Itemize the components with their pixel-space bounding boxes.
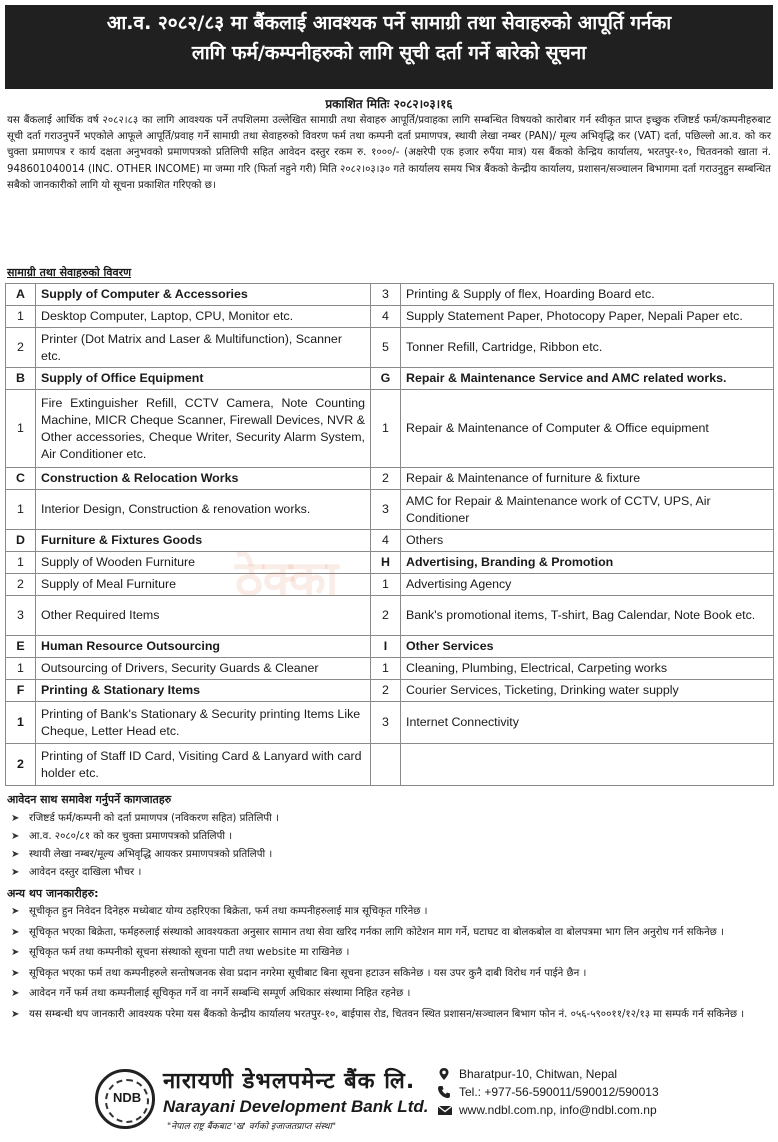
item-text: Repair & Maintenance of furniture & fixture — [401, 468, 774, 490]
item-text: Supply of Meal Furniture — [36, 574, 371, 596]
other-info-heading: अन्य थप जानकारीहरु: — [7, 887, 99, 900]
title-line-1: आ.व. २०८२/८३ मा बैंकलाई आवश्यक पर्ने सामाग्री तथा सेवाहरुको आपूर्ति गर्नका — [106, 12, 672, 34]
table-row — [6, 490, 774, 530]
table-row — [6, 636, 774, 658]
contact-info — [435, 1065, 770, 1119]
bank-logo — [95, 1069, 155, 1129]
item-text: Other Required Items — [36, 596, 371, 636]
category-heading: Furniture & Fixtures Goods — [36, 530, 371, 552]
row-label: 1 — [6, 702, 36, 744]
row-label: 2 — [6, 744, 36, 786]
item-text: Supply of Wooden Furniture — [36, 552, 371, 574]
item-text: Tonner Refill, Cartridge, Ribbon etc. — [401, 328, 774, 368]
empty-cell — [371, 744, 401, 786]
table-row — [6, 468, 774, 490]
row-label: C — [6, 468, 36, 490]
category-heading: Printing & Stationary Items — [36, 680, 371, 702]
table-row — [6, 530, 774, 552]
list-item: ➤ यस सम्बन्धी थप जानकारी आवश्यक परेमा यस बैंकको केन्द्रीय कार्यालय भरतपुर-१०, बाईपास रोड, चितवन स्थित प्रशासन/सञ्चालन बिभाग फोन नं. ०५६-५९००११/१२/१३ मा सम्पर्क गर्न सकिनेछ । — [11, 1007, 773, 1024]
category-heading: Supply of Computer & Accessories — [36, 284, 371, 306]
row-label: 3 — [371, 284, 401, 306]
other-info-list — [5, 904, 773, 1023]
item-text: Printing of Bank's Stationary & Security printing Items Like Cheque, Letter Head etc. — [36, 702, 371, 744]
bank-name-english: Narayani Development Bank Ltd. — [163, 1097, 429, 1116]
row-label: D — [6, 530, 36, 552]
row-label: 3 — [371, 490, 401, 530]
item-text: Advertising Agency — [401, 574, 774, 596]
list-item: ➤ सूचिकृत भएका फर्म तथा कम्पनीहरुले सन्तोषजनक सेवा प्रदान नगरेमा सूचीबाट बिना सूचना हटाउन सकिनेछ । यस उपर कुनै दाबी विरोध गर्न पाईने छैन । — [11, 966, 773, 983]
row-label: 1 — [6, 490, 36, 530]
row-label: 1 — [6, 552, 36, 574]
row-label: H — [371, 552, 401, 574]
row-label: 1 — [371, 390, 401, 468]
table-row — [6, 368, 774, 390]
item-text: Outsourcing of Drivers, Security Guards & Cleaner — [36, 658, 371, 680]
web-line — [435, 1101, 770, 1119]
items-table — [5, 283, 774, 786]
item-text: Supply Statement Paper, Photocopy Paper, Nepali Paper etc. — [401, 306, 774, 328]
category-heading: Other Services — [401, 636, 774, 658]
table-row — [6, 680, 774, 702]
category-heading: Repair & Maintenance Service and AMC related works. — [401, 368, 774, 390]
category-heading: Construction & Relocation Works — [36, 468, 371, 490]
row-label: 4 — [371, 530, 401, 552]
table-row — [6, 390, 774, 468]
documents-heading: आवेदन साथ समावेश गर्नुपर्ने कागजातहरु — [7, 793, 172, 806]
item-text: Fire Extinguisher Refill, CCTV Camera, Note Counting Machine, MICR Cheque Scanner, Firewall Devices, NVR & Other accessories, Cheque Writer, Security Alarm System, Air Conditioner etc. — [36, 390, 371, 468]
table-row — [6, 574, 774, 596]
list-item: ➤ आवेदन दस्तुर दाखिला भौचर । — [11, 864, 773, 882]
row-label: A — [6, 284, 36, 306]
table-row — [6, 552, 774, 574]
table-row — [6, 658, 774, 680]
item-text: Repair & Maintenance of Computer & Office equipment — [401, 390, 774, 468]
empty-cell — [401, 744, 774, 786]
row-label: 1 — [6, 658, 36, 680]
row-label: 2 — [371, 468, 401, 490]
notice-title-banner — [5, 5, 773, 89]
row-label: 5 — [371, 328, 401, 368]
row-label: 2 — [371, 680, 401, 702]
table-row — [6, 596, 774, 636]
category-heading: Supply of Office Equipment — [36, 368, 371, 390]
row-label: 2 — [6, 328, 36, 368]
row-label: 3 — [371, 702, 401, 744]
bank-footer — [5, 1063, 773, 1137]
bank-name-nepali: नारायणी डेभलपमेन्ट बैंक लि. — [163, 1069, 416, 1094]
web-text: www.ndbl.com.np, info@ndbl.com.np — [459, 1103, 657, 1117]
item-text: Printer (Dot Matrix and Laser & Multifunction), Scanner etc. — [36, 328, 371, 368]
list-item: ➤ आवेदन गर्ने फर्म तथा कम्पनीलाई सूचिकृत गर्ने वा नगर्ने सम्बन्धि सम्पूर्ण अधिकार संस्थामा निहित रहनेछ । — [11, 986, 773, 1003]
item-text: Others — [401, 530, 774, 552]
table-row — [6, 306, 774, 328]
item-text: Cleaning, Plumbing, Electrical, Carpeting works — [401, 658, 774, 680]
phone-line — [435, 1083, 770, 1101]
list-item: ➤ रजिष्टर्ड फर्म/कम्पनी को दर्ता प्रमाणपत्र (नविकरण सहित) प्रतिलिपी । — [11, 810, 773, 828]
mail-icon — [437, 1103, 453, 1117]
title-line-2: लागि फर्म/कम्पनीहरुको लागि सूची दर्ता गर्ने बारेको सूचना — [191, 42, 587, 64]
list-item: ➤ आ.व. २०८०/८१ को कर चुक्ता प्रमाणपत्रको प्रतिलिपी । — [11, 828, 773, 846]
item-text: Interior Design, Construction & renovation works. — [36, 490, 371, 530]
item-text: AMC for Repair & Maintenance work of CCTV, UPS, Air Conditioner — [401, 490, 774, 530]
item-text: Internet Connectivity — [401, 702, 774, 744]
address-text: Bharatpur-10, Chitwan, Nepal — [459, 1067, 618, 1081]
item-text: Courier Services, Ticketing, Drinking water supply — [401, 680, 774, 702]
row-label: 1 — [6, 390, 36, 468]
phone-icon — [437, 1085, 451, 1099]
table-row — [6, 328, 774, 368]
item-text: Printing & Supply of flex, Hoarding Board etc. — [401, 284, 774, 306]
row-label: 1 — [6, 306, 36, 328]
row-label: G — [371, 368, 401, 390]
list-item: ➤ सूचिकृत फर्म तथा कम्पनीको सूचना संस्थाको सूचना पाटी तथा website मा राखिनेछ । — [11, 945, 773, 962]
published-date: प्रकाशित मितिः २०८२।०३।१६ — [325, 97, 453, 111]
row-label: 1 — [371, 658, 401, 680]
row-label: 1 — [371, 574, 401, 596]
row-label: B — [6, 368, 36, 390]
list-item: ➤ सूचिकृत भएका बिक्रेता, फर्महरुलाई संस्थाको आवश्यकता अनुसार सामान तथा सेवा खरिद गर्नका लागि कोटेशन माग गर्ने, घटाघट वा बोलकबोल वा बोलपत्रमा भाग लिन अनुरोध गर्न सकिनेछ । — [11, 925, 773, 942]
bank-tagline: "नेपाल राष्ट्र बैंकबाट 'ख' वर्गको इजाजतप्राप्त संस्था" — [167, 1122, 337, 1132]
items-section-title: सामाग्री तथा सेवाहरुको विवरण — [7, 266, 132, 279]
row-label: 3 — [6, 596, 36, 636]
documents-list — [5, 810, 773, 882]
row-label: 4 — [371, 306, 401, 328]
row-label: 2 — [371, 596, 401, 636]
intro-paragraph: यस बैंकलाई आर्थिक वर्ष २०८२।८३ का लागि आवश्यक पर्ने तपशिलमा उल्लेखित सामाग्री तथा सेवाहरु आपूर्ति/प्रवाहका लागि सम्बन्धित विषयको कारोबार गर्न स्वीकृत प्राप्त इच्छुक रजिष्टर्ड फर्म/कम्पनीहरुबाट सूची दर्ता गराउनुपर्ने भएकोले आफूले आपूर्ति/प्रवाह गर्ने सामाग्री तथा सेवाहरुको विवरण फर्म तथा कम्पनी दर्ता प्रमाणपत्र, स्थायी लेखा नम्बर (PAN)/ मूल्य अभिवृद्धि कर (VAT) दर्ता, पछिल्लो आ.व. को कर चुक्ता प्रमाणपत्र र कार्य दक्षता अनुभवको प्रमाणपत्रको प्रतिलिपी सहित आवेदन दस्तुर रकम रु. १०००/- (अक्षरेपी एक हजार रुपैंया मात्र) यस बैंकको केन्द्रिय कार्यालय, भरतपुर-१०, चितवनको खाता नं. 948601040014 (INC. OTHER INCOME) मा जम्मा गरि (फिर्ता नहुने गरी) मिति २०८२।०३।३० गते कार्यालय समय भित्र बैंकको केन्द्रीय कार्यालय, प्रशासन/सञ्चालन बिभागमा दर्ता गराउनुहुन सम्बन्धित सबैको जानकारीको लागि यो सूचना प्रकाशित गरिएको छ। — [7, 115, 771, 191]
item-text: Printing of Staff ID Card, Visiting Card & Lanyard with card holder etc. — [36, 744, 371, 786]
row-label: E — [6, 636, 36, 658]
item-text: Desktop Computer, Laptop, CPU, Monitor etc. — [36, 306, 371, 328]
category-heading: Human Resource Outsourcing — [36, 636, 371, 658]
phone-text: Tel.: +977-56-590011/590012/590013 — [459, 1085, 659, 1099]
notice-page — [5, 5, 773, 1137]
logo-text: NDB — [113, 1090, 142, 1105]
item-text: Bank's promotional items, T-shirt, Bag Calendar, Note Book etc. — [401, 596, 774, 636]
row-label: I — [371, 636, 401, 658]
list-item: ➤ सूचीकृत हुन निवेदन दिनेहरु मध्येबाट योग्य ठहरिएका बिक्रेता, फर्म तथा कम्पनीहरुलाई मात्र सूचिकृत गरिनेछ । — [11, 904, 773, 921]
table-row — [6, 744, 774, 786]
watermark: ठेक्का — [235, 551, 339, 607]
category-heading: Advertising, Branding & Promotion — [401, 552, 774, 574]
row-label: F — [6, 680, 36, 702]
row-label: 2 — [6, 574, 36, 596]
address-line — [435, 1065, 770, 1083]
table-row — [6, 702, 774, 744]
location-pin-icon — [437, 1067, 451, 1081]
table-row — [6, 284, 774, 306]
list-item: ➤ स्थायी लेखा नम्बर/मूल्य अभिवृद्धि आयकर प्रमाणपत्रको प्रतिलिपी । — [11, 846, 773, 864]
